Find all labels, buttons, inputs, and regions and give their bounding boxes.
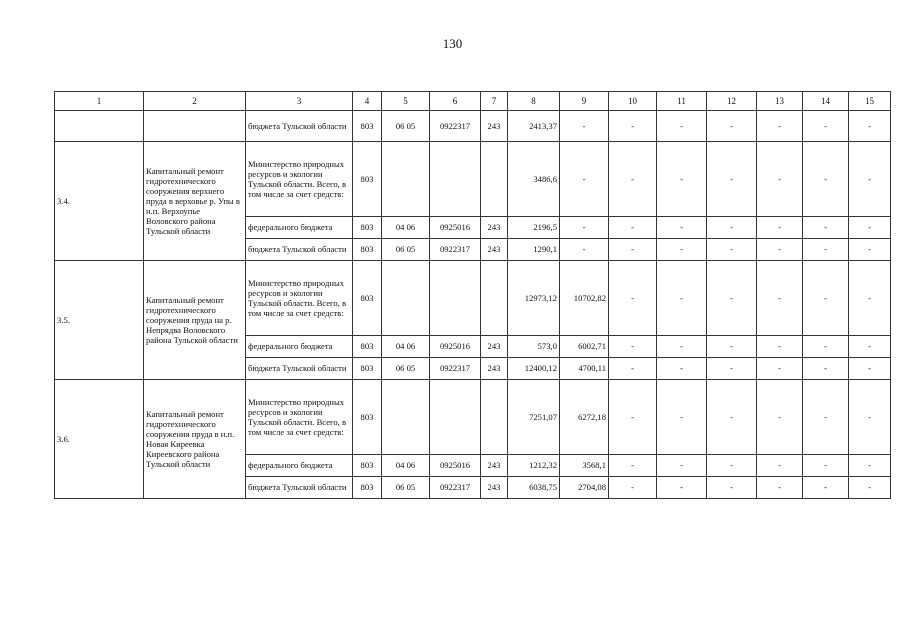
- column-header: 14: [803, 92, 849, 111]
- cell-c6: 0922317: [430, 477, 481, 499]
- cell-c7: 243: [481, 239, 508, 261]
- cell-c12: -: [707, 380, 757, 455]
- index-cell: 3.4.: [55, 142, 144, 261]
- cell-c7: [481, 142, 508, 217]
- cell-c15: -: [849, 358, 891, 380]
- cell-c13: -: [757, 358, 803, 380]
- cell-c13: -: [757, 111, 803, 142]
- cell-c11: -: [657, 111, 707, 142]
- source-cell: Министерство природных ресурсов и экологии Тульской области. Всего, в том числе за счет средств:: [246, 380, 353, 455]
- cell-c5: 04 06: [382, 455, 430, 477]
- column-header: 3: [246, 92, 353, 111]
- column-header: 7: [481, 92, 508, 111]
- cell-c15: -: [849, 380, 891, 455]
- source-cell: бюджета Тульской области: [246, 239, 353, 261]
- cell-c9: 6002,71: [560, 336, 609, 358]
- cell-c14: -: [803, 217, 849, 239]
- name-cell: [144, 111, 246, 142]
- index-cell: 3.5.: [55, 261, 144, 380]
- cell-c8: 2196,5: [508, 217, 560, 239]
- cell-c5: [382, 380, 430, 455]
- name-cell: Капитальный ремонт гидротехнического сооружения верхнего пруда в верховье р. Упы в н.п. Верхоупье Воловского района Тульской области: [144, 142, 246, 261]
- cell-c15: -: [849, 261, 891, 336]
- cell-c12: -: [707, 217, 757, 239]
- cell-c6: 0922317: [430, 358, 481, 380]
- cell-c4: 803: [353, 217, 382, 239]
- cell-c9: -: [560, 111, 609, 142]
- cell-c6: [430, 380, 481, 455]
- cell-c7: 243: [481, 336, 508, 358]
- cell-c11: -: [657, 455, 707, 477]
- cell-c13: -: [757, 455, 803, 477]
- cell-c8: 1212,32: [508, 455, 560, 477]
- cell-c4: 803: [353, 358, 382, 380]
- column-header: 8: [508, 92, 560, 111]
- cell-c11: -: [657, 358, 707, 380]
- cell-c10: -: [609, 477, 657, 499]
- cell-c10: -: [609, 336, 657, 358]
- cell-c8: 6038,75: [508, 477, 560, 499]
- cell-c11: -: [657, 217, 707, 239]
- cell-c4: 803: [353, 142, 382, 217]
- cell-c4: 803: [353, 239, 382, 261]
- source-cell: бюджета Тульской области: [246, 477, 353, 499]
- cell-c9: -: [560, 142, 609, 217]
- cell-c10: -: [609, 261, 657, 336]
- source-cell: Министерство природных ресурсов и экологии Тульской области. Всего, в том числе за счет средств:: [246, 142, 353, 217]
- cell-c9: -: [560, 239, 609, 261]
- cell-c7: [481, 380, 508, 455]
- column-header: 11: [657, 92, 707, 111]
- cell-c15: -: [849, 239, 891, 261]
- cell-c15: -: [849, 336, 891, 358]
- cell-c5: [382, 142, 430, 217]
- column-header: 12: [707, 92, 757, 111]
- cell-c5: 04 06: [382, 217, 430, 239]
- cell-c15: -: [849, 142, 891, 217]
- cell-c7: 243: [481, 358, 508, 380]
- cell-c8: 12973,12: [508, 261, 560, 336]
- column-header: 13: [757, 92, 803, 111]
- source-cell: федерального бюджета: [246, 455, 353, 477]
- column-header: 1: [55, 92, 144, 111]
- cell-c11: -: [657, 142, 707, 217]
- cell-c5: [382, 261, 430, 336]
- cell-c12: -: [707, 239, 757, 261]
- page-number: 130: [442, 36, 463, 51]
- source-cell: федерального бюджета: [246, 336, 353, 358]
- cell-c5: 06 05: [382, 358, 430, 380]
- cell-c9: 4700,11: [560, 358, 609, 380]
- cell-c6: 0922317: [430, 239, 481, 261]
- cell-c7: 243: [481, 455, 508, 477]
- cell-c12: -: [707, 111, 757, 142]
- cell-c5: 06 05: [382, 111, 430, 142]
- cell-c14: -: [803, 358, 849, 380]
- name-cell: Капитальный ремонт гидротехнического сооружения пруда в н.п. Новая Киреевка Киреевского района Тульской области: [144, 380, 246, 499]
- table-row: [55, 142, 891, 217]
- index-cell: 3.6.: [55, 380, 144, 499]
- column-header: 9: [560, 92, 609, 111]
- cell-c14: -: [803, 455, 849, 477]
- cell-c14: -: [803, 239, 849, 261]
- table-row: [55, 380, 891, 455]
- cell-c14: -: [803, 111, 849, 142]
- cell-c6: [430, 142, 481, 217]
- cell-c8: 2413,37: [508, 111, 560, 142]
- cell-c14: -: [803, 477, 849, 499]
- cell-c9: -: [560, 217, 609, 239]
- cell-c15: -: [849, 477, 891, 499]
- cell-c7: 243: [481, 477, 508, 499]
- cell-c12: -: [707, 336, 757, 358]
- cell-c11: -: [657, 261, 707, 336]
- cell-c6: 0922317: [430, 111, 481, 142]
- cell-c11: -: [657, 239, 707, 261]
- cell-c12: -: [707, 477, 757, 499]
- cell-c6: [430, 261, 481, 336]
- table-row: [55, 111, 891, 142]
- cell-c13: -: [757, 336, 803, 358]
- cell-c4: 803: [353, 477, 382, 499]
- cell-c10: -: [609, 142, 657, 217]
- cell-c13: -: [757, 261, 803, 336]
- cell-c12: -: [707, 261, 757, 336]
- table-row: [55, 261, 891, 336]
- source-cell: федерального бюджета: [246, 217, 353, 239]
- cell-c10: -: [609, 358, 657, 380]
- column-header: 15: [849, 92, 891, 111]
- column-header: 6: [430, 92, 481, 111]
- cell-c11: -: [657, 380, 707, 455]
- cell-c15: -: [849, 217, 891, 239]
- column-number-row: [55, 92, 891, 111]
- budget-table: [54, 91, 891, 499]
- cell-c13: -: [757, 380, 803, 455]
- column-header: 10: [609, 92, 657, 111]
- cell-c9: 6272,18: [560, 380, 609, 455]
- cell-c10: -: [609, 380, 657, 455]
- cell-c8: 573,0: [508, 336, 560, 358]
- cell-c7: 243: [481, 217, 508, 239]
- cell-c8: 12400,12: [508, 358, 560, 380]
- name-cell: Капитальный ремонт гидротехнического сооружения пруда на р. Непрядва Воловского района Тульской области: [144, 261, 246, 380]
- cell-c6: 0925016: [430, 336, 481, 358]
- cell-c10: -: [609, 111, 657, 142]
- cell-c6: 0925016: [430, 455, 481, 477]
- cell-c8: 7251,07: [508, 380, 560, 455]
- cell-c15: -: [849, 111, 891, 142]
- cell-c12: -: [707, 142, 757, 217]
- cell-c9: 10702,82: [560, 261, 609, 336]
- cell-c8: 1290,1: [508, 239, 560, 261]
- cell-c13: -: [757, 239, 803, 261]
- column-header: 2: [144, 92, 246, 111]
- cell-c4: 803: [353, 336, 382, 358]
- column-header: 5: [382, 92, 430, 111]
- cell-c4: 803: [353, 455, 382, 477]
- cell-c15: -: [849, 455, 891, 477]
- cell-c14: -: [803, 261, 849, 336]
- cell-c6: 0925016: [430, 217, 481, 239]
- cell-c11: -: [657, 336, 707, 358]
- cell-c13: -: [757, 142, 803, 217]
- source-cell: Министерство природных ресурсов и экологии Тульской области. Всего, в том числе за счет средств:: [246, 261, 353, 336]
- cell-c9: 2704,08: [560, 477, 609, 499]
- cell-c13: -: [757, 217, 803, 239]
- cell-c10: -: [609, 217, 657, 239]
- cell-c7: [481, 261, 508, 336]
- cell-c14: -: [803, 380, 849, 455]
- cell-c4: 803: [353, 261, 382, 336]
- column-header: 4: [353, 92, 382, 111]
- source-cell: бюджета Тульской области: [246, 358, 353, 380]
- cell-c10: -: [609, 455, 657, 477]
- cell-c14: -: [803, 142, 849, 217]
- cell-c12: -: [707, 358, 757, 380]
- cell-c11: -: [657, 477, 707, 499]
- cell-c5: 04 06: [382, 336, 430, 358]
- source-cell: бюджета Тульской области: [246, 111, 353, 142]
- cell-c10: -: [609, 239, 657, 261]
- cell-c12: -: [707, 455, 757, 477]
- cell-c13: -: [757, 477, 803, 499]
- cell-c14: -: [803, 336, 849, 358]
- cell-c7: 243: [481, 111, 508, 142]
- cell-c9: 3568,1: [560, 455, 609, 477]
- cell-c4: 803: [353, 380, 382, 455]
- cell-c5: 06 05: [382, 239, 430, 261]
- cell-c5: 06 05: [382, 477, 430, 499]
- cell-c4: 803: [353, 111, 382, 142]
- cell-c8: 3486,6: [508, 142, 560, 217]
- index-cell: [55, 111, 144, 142]
